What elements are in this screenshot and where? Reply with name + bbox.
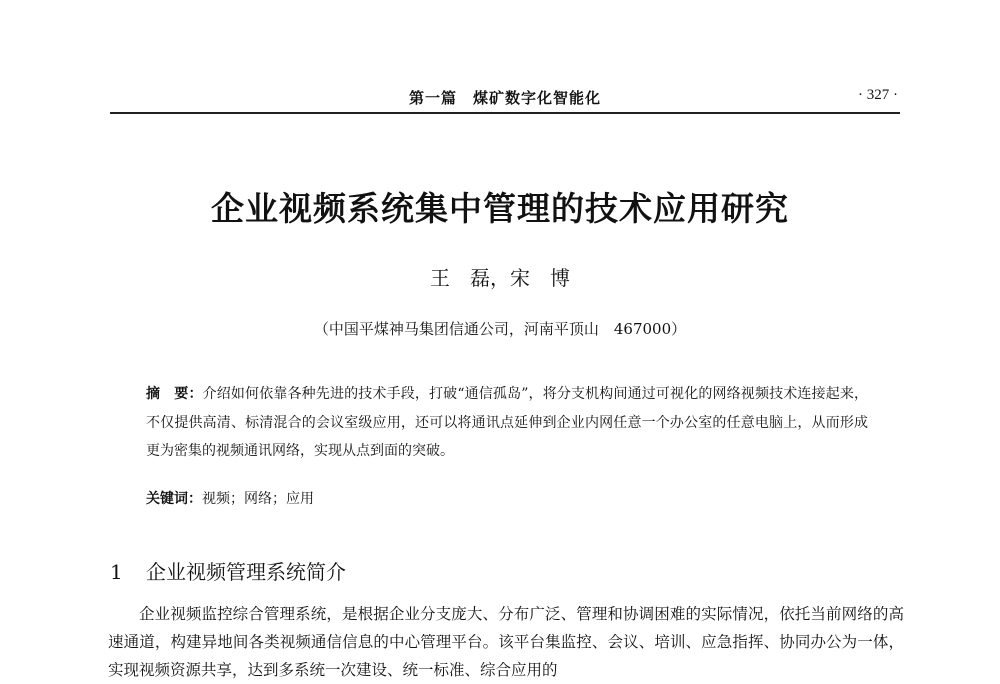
section-paragraph: 企业视频监控综合管理系统，是根据企业分支庞大、分布广泛、管理和协调困难的实际情况，依托当前网络的高速通道，构建异地间各类视频通信信息的中心管理平台。该平台集监控、会议、培训、应急指挥、协同办公为一体，实现视频资源共享，达到多系统一次建设、统一标准、综合应用的 — [108, 605, 904, 679]
page-number: · 327 · — [858, 87, 898, 103]
section-title: 企业视频管理系统简介 — [146, 560, 346, 584]
running-title: 第一篇 煤矿数字化智能化 — [408, 89, 601, 107]
running-header — [110, 84, 900, 114]
paper-affiliation: （中国平煤神马集团信通公司，河南平顶山 467000） — [313, 320, 687, 338]
abstract-label: 摘 要： — [146, 386, 203, 402]
keywords-label: 关键词： — [146, 491, 202, 507]
paper-authors: 王 磊，宋 博 — [430, 266, 570, 290]
abstract — [146, 380, 868, 466]
keywords-text: 视频；网络；应用 — [202, 491, 314, 507]
abstract-text: 介绍如何依靠各种先进的技术手段，打破“通信孤岛”，将分支机构间通过可视化的网络视频技术连接起来，不仅提供高清、标清混合的会议室级应用，还可以将通讯点延伸到企业内网任意一个办公室的任意电脑上，从而形成更为密集的视频通讯网络，实现从点到面的突破。 — [146, 386, 869, 459]
section-heading — [110, 556, 346, 585]
keywords — [146, 488, 868, 508]
section-number: 1 — [110, 560, 123, 584]
paper-title: 企业视频系统集中管理的技术应用研究 — [211, 189, 789, 228]
